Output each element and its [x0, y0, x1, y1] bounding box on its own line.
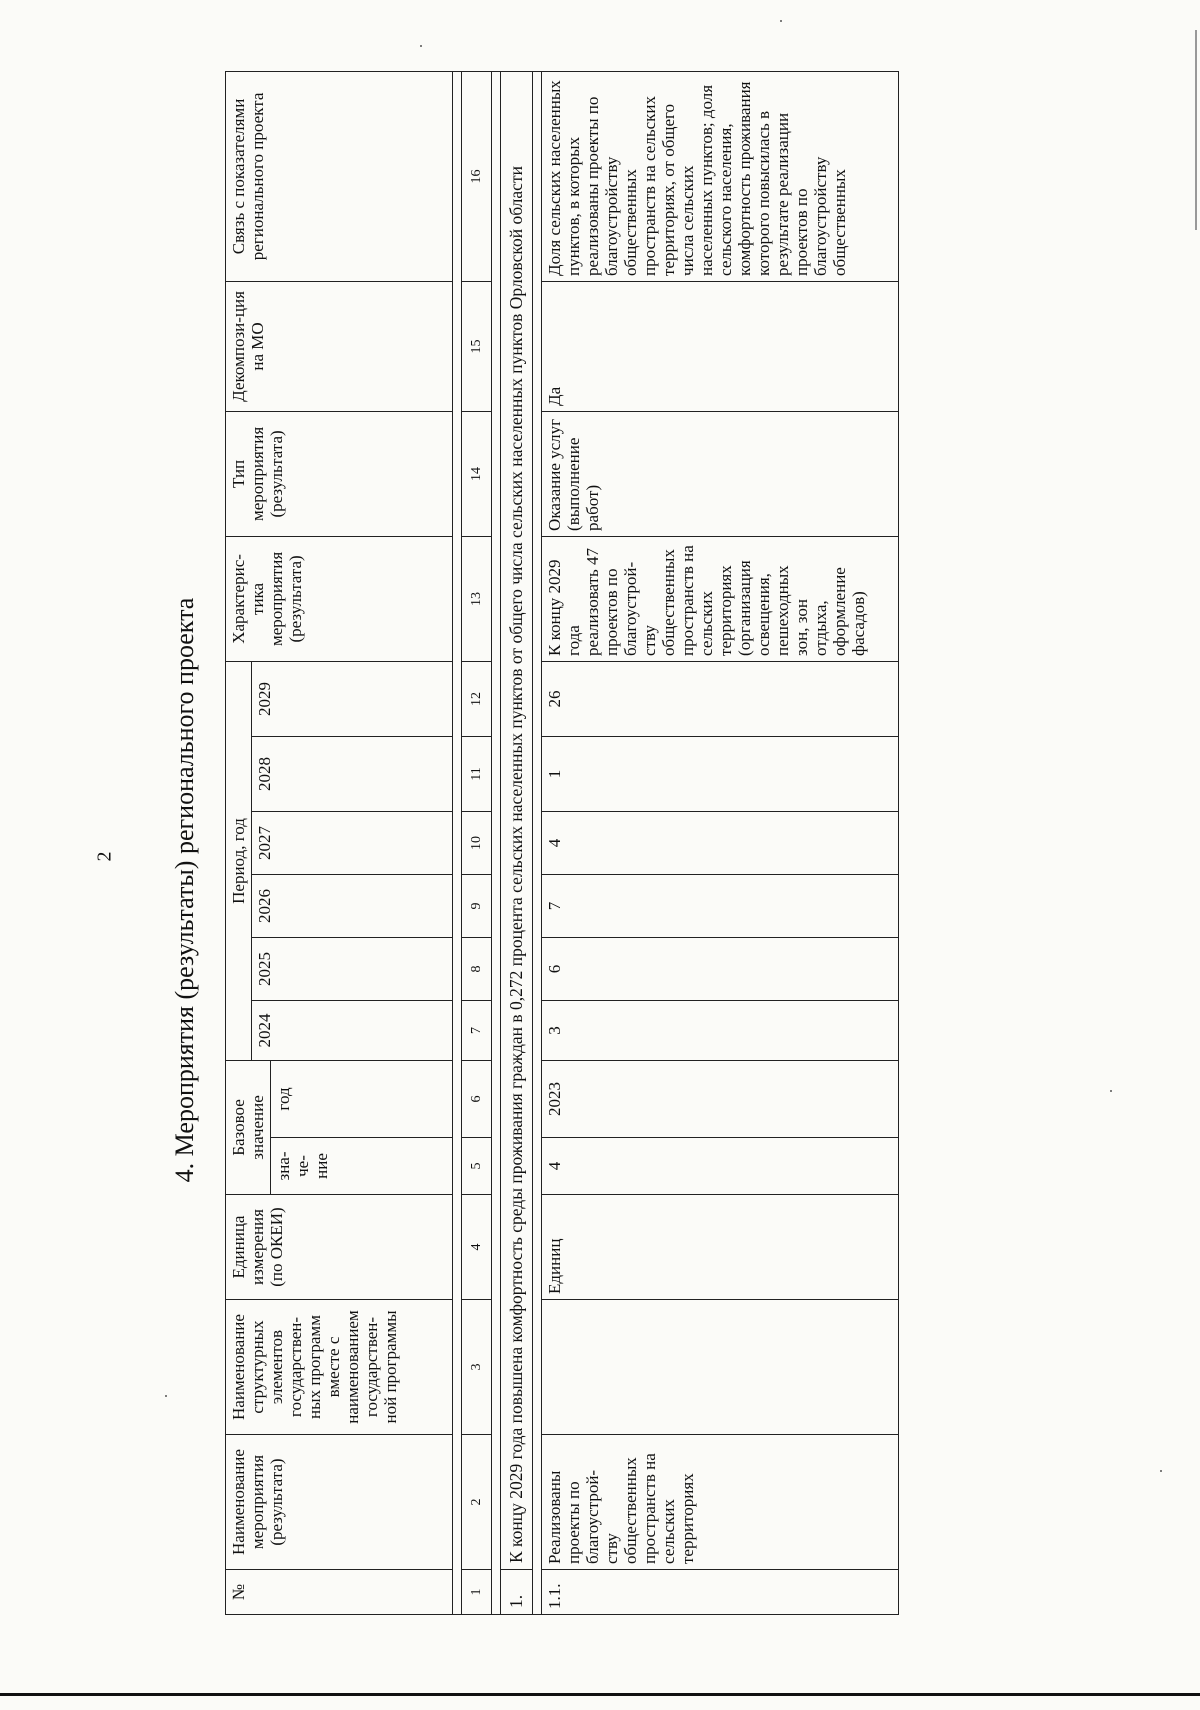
row-value-2024: 3 — [542, 1000, 899, 1060]
header-base: Базовое значение — [226, 1060, 271, 1194]
scan-right-edge — [1195, 30, 1197, 230]
row-type: Оказание услуг (выполнение работ) — [542, 411, 899, 536]
header-period: Период, год — [226, 661, 252, 1060]
col-num-12: 12 — [462, 661, 492, 736]
row-value-2028: 1 — [542, 736, 899, 811]
column-numbers-row — [462, 71, 492, 1614]
header-name: Наименование мероприятия (результата) — [226, 1435, 453, 1570]
header-num: № — [226, 1570, 453, 1615]
page-number: 2 — [93, 851, 116, 862]
col-num-3: 3 — [462, 1300, 492, 1435]
col-num-9: 9 — [462, 874, 492, 937]
header-base-year: год — [271, 1060, 453, 1137]
col-num-15: 15 — [462, 281, 492, 411]
header-unit: Единица измерения (по ОКЕИ) — [226, 1195, 453, 1300]
scan-bottom-border — [0, 1693, 1200, 1696]
row-link: Доля сельских населенных пунктов, в которых реализованы проекты по благоустройству общественных пространств на сельских территориях, от общего числа сельских населенных пунктов; доля сельского населения, комфортность проживания которого повысилась в результате реализации проектов по благоустройству общественных — [542, 71, 899, 281]
scan-speck — [1110, 1090, 1112, 1092]
scan-speck — [420, 45, 422, 47]
col-num-6: 6 — [462, 1060, 492, 1137]
col-num-5: 5 — [462, 1138, 492, 1195]
row-decomposition: Да — [542, 281, 899, 411]
row-base-value: 4 — [542, 1138, 899, 1195]
section-row — [501, 71, 533, 1614]
section-num: 1. — [501, 1570, 533, 1615]
scan-speck — [1160, 1470, 1162, 1472]
row-characteristic: К концу 2029 года реализовать 47 проектов по благоустрой-ству общественных пространств на сельских территориях (организация освещения, пешеходных зон, зон отдыха, оформление фасадов) — [542, 536, 899, 661]
header-year-2029: 2029 — [252, 661, 453, 736]
col-num-11: 11 — [462, 736, 492, 811]
header-year-2026: 2026 — [252, 874, 453, 937]
col-num-1: 1 — [462, 1570, 492, 1615]
row-value-2027: 4 — [542, 811, 899, 874]
col-num-4: 4 — [462, 1195, 492, 1300]
row-unit: Единиц — [542, 1195, 899, 1300]
table-row — [542, 71, 899, 1614]
header-year-2024: 2024 — [252, 1000, 453, 1060]
header-link: Связь с показателями регионального проекта — [226, 71, 453, 281]
header-characteristic: Характерис-тика мероприятия (результата) — [226, 536, 453, 661]
row-value-2025: 6 — [542, 937, 899, 1000]
col-num-14: 14 — [462, 411, 492, 536]
col-num-16: 16 — [462, 71, 492, 281]
col-num-2: 2 — [462, 1435, 492, 1570]
row-value-2026: 7 — [542, 874, 899, 937]
results-table — [225, 71, 899, 1615]
col-num-10: 10 — [462, 811, 492, 874]
header-decomposition: Декомпози-ция на МО — [226, 281, 453, 411]
scan-speck — [165, 1395, 167, 1397]
header-base-value: зна-че-ние — [271, 1138, 453, 1195]
header-type: Тип мероприятия (результата) — [226, 411, 453, 536]
header-row-1 — [226, 71, 252, 1614]
row-value-2029: 26 — [542, 661, 899, 736]
header-structural: Наименование структурных элементов государствен-ных программ вместе с наименованием государствен-ной программы — [226, 1300, 453, 1435]
col-num-8: 8 — [462, 937, 492, 1000]
results-table-sheet — [225, 80, 1120, 1615]
header-year-2025: 2025 — [252, 937, 453, 1000]
scan-speck — [780, 20, 782, 22]
row-name: Реализованы проекты по благоустрой-ству общественных пространств на сельских территориях — [542, 1435, 899, 1570]
header-year-2028: 2028 — [252, 736, 453, 811]
row-base-year: 2023 — [542, 1060, 899, 1137]
page-heading: 4. Мероприятия (результаты) регионального проекта — [170, 597, 199, 1183]
row-structural — [542, 1300, 899, 1435]
col-num-13: 13 — [462, 536, 492, 661]
section-text: К концу 2029 года повышена комфортность среды проживания граждан в 0,272 процента сельских населенных пунктов от общего числа сельских населенных пунктов Орловской области — [501, 71, 533, 1569]
col-num-7: 7 — [462, 1000, 492, 1060]
header-year-2027: 2027 — [252, 811, 453, 874]
row-num: 1.1. — [542, 1570, 899, 1615]
